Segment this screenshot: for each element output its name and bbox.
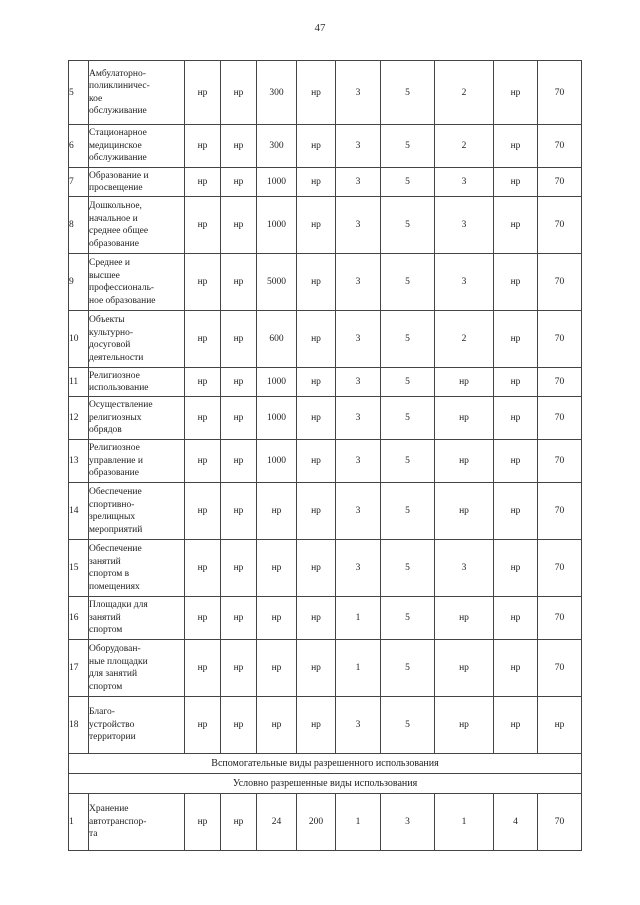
parameter-value: нр	[435, 597, 494, 640]
parameter-value: 3	[336, 697, 381, 754]
parameter-value: нр	[538, 697, 582, 754]
parameter-value: 3	[336, 168, 381, 197]
row-number: 10	[69, 311, 89, 368]
parameter-value: нр	[221, 794, 257, 851]
use-type-name	[89, 311, 185, 368]
use-type-name-line: Объекты	[89, 315, 125, 325]
parameter-value: нр	[494, 697, 538, 754]
use-type-name-line: спортом в	[89, 569, 130, 579]
use-type-name-line: устройство	[89, 719, 135, 730]
parameter-value: нр	[297, 197, 336, 254]
table-row	[69, 61, 582, 125]
parameter-value: нр	[494, 540, 538, 597]
parameter-value: 5	[381, 125, 435, 168]
parameter-value: нр	[221, 368, 257, 397]
parameter-value: нр	[185, 794, 221, 851]
parameter-value: 3	[336, 125, 381, 168]
parameter-value: 5	[381, 61, 435, 125]
parameter-value: нр	[494, 197, 538, 254]
use-type-name-line: для занятий	[89, 669, 138, 679]
parameter-value: нр	[185, 197, 221, 254]
parameter-value: нр	[185, 168, 221, 197]
use-type-name	[89, 397, 185, 440]
parameter-value: 5	[381, 440, 435, 483]
parameter-value: 3	[336, 311, 381, 368]
use-type-name-line: культурно-	[89, 327, 134, 338]
use-type-name-line: кое	[89, 93, 103, 104]
parameter-value: нр	[297, 311, 336, 368]
use-type-name-line: образование	[89, 468, 139, 479]
parameter-value: 3	[336, 368, 381, 397]
table-row	[69, 168, 582, 197]
parameter-value: нр	[435, 397, 494, 440]
use-type-name	[89, 440, 185, 483]
parameter-value: нр	[257, 697, 297, 754]
parameter-value: 1000	[257, 440, 297, 483]
parameter-value: нр	[221, 483, 257, 540]
use-type-name	[89, 794, 185, 851]
parameter-value: 2	[435, 125, 494, 168]
use-type-name-line: обрядов	[89, 425, 122, 436]
parameter-value: 70	[538, 640, 582, 697]
parameter-value: нр	[185, 697, 221, 754]
parameter-value: 300	[257, 125, 297, 168]
parameter-value: нр	[494, 440, 538, 483]
use-type-name-line: спортом	[89, 625, 123, 636]
parameter-value: 1	[435, 794, 494, 851]
use-type-name-line: Осуществление	[89, 400, 153, 411]
use-type-name-line: та	[89, 829, 98, 840]
table-row	[69, 697, 582, 754]
use-type-name-line: просвещение	[89, 183, 143, 193]
parameter-value: 70	[538, 540, 582, 597]
parameter-value: нр	[297, 254, 336, 311]
row-number: 13	[69, 440, 89, 483]
parameter-value: 3	[381, 794, 435, 851]
parameter-value: 24	[257, 794, 297, 851]
parameter-value: 2	[435, 311, 494, 368]
parameter-value: 3	[435, 254, 494, 311]
table-row	[69, 597, 582, 640]
use-type-name-line: религиозных	[89, 412, 142, 423]
use-type-name-line: Среднее и	[89, 258, 130, 268]
parameter-value: 70	[538, 61, 582, 125]
parameter-value: 1000	[257, 197, 297, 254]
row-number: 6	[69, 125, 89, 168]
use-type-name	[89, 640, 185, 697]
use-type-name-line: помещениях	[89, 581, 140, 592]
table-row	[69, 311, 582, 368]
parameter-value: нр	[435, 697, 494, 754]
use-type-name-line: Религиозное	[89, 443, 140, 454]
use-type-name-line: Амбулаторно-	[89, 68, 146, 79]
use-type-name-line: профессиональ-	[89, 283, 155, 293]
parameter-value: 70	[538, 311, 582, 368]
table-row	[69, 540, 582, 597]
use-type-name-line: использование	[89, 383, 149, 393]
parameter-value: нр	[494, 61, 538, 125]
auxiliary-uses-section-heading: Вспомогательные виды разрешенного использования	[69, 754, 582, 774]
parameter-value: 5	[381, 697, 435, 754]
use-type-name	[89, 168, 185, 197]
parameter-value: 1	[336, 597, 381, 640]
parameter-value: 70	[538, 368, 582, 397]
parameter-value: нр	[257, 483, 297, 540]
parameter-value: 3	[435, 540, 494, 597]
parameter-value: нр	[221, 440, 257, 483]
auxiliary-uses-section-row	[69, 754, 582, 774]
zoning-parameters-table	[68, 60, 582, 851]
parameter-value: 70	[538, 794, 582, 851]
use-type-name	[89, 61, 185, 125]
parameter-value: 5	[381, 397, 435, 440]
parameter-value: нр	[185, 597, 221, 640]
use-type-name-line: спортом	[89, 681, 123, 692]
table-row	[69, 483, 582, 540]
parameter-value: нр	[185, 254, 221, 311]
parameter-value: 3	[336, 197, 381, 254]
parameter-value: нр	[221, 597, 257, 640]
use-type-name-line: Религиозное	[89, 370, 140, 381]
parameter-value: нр	[435, 440, 494, 483]
use-type-name-line: зрелищных	[89, 512, 136, 522]
use-type-name-line: деятельности	[89, 352, 144, 363]
parameter-value: нр	[221, 197, 257, 254]
parameter-value: 4	[494, 794, 538, 851]
parameter-value: 300	[257, 61, 297, 125]
parameter-value: 3	[435, 168, 494, 197]
parameter-value: 3	[336, 440, 381, 483]
parameter-value: нр	[297, 483, 336, 540]
use-type-name-line: Обеспечение	[89, 487, 142, 497]
parameter-value: 600	[257, 311, 297, 368]
use-type-name-line: территории	[89, 732, 136, 743]
row-number: 7	[69, 168, 89, 197]
parameter-value: нр	[297, 368, 336, 397]
parameter-value: 5	[381, 368, 435, 397]
parameter-value: нр	[494, 254, 538, 311]
parameter-value: 3	[336, 61, 381, 125]
use-type-name-line: ные площадки	[89, 656, 148, 667]
parameter-value: нр	[221, 640, 257, 697]
parameter-value: нр	[185, 311, 221, 368]
parameter-value: нр	[221, 254, 257, 311]
parameter-value: 1000	[257, 397, 297, 440]
use-type-name-line: Дошкольное,	[89, 201, 142, 211]
parameter-value: нр	[185, 61, 221, 125]
use-type-name-line: Обеспечение	[89, 544, 142, 554]
use-type-name	[89, 254, 185, 311]
parameter-value: 5	[381, 483, 435, 540]
parameter-value: нр	[297, 640, 336, 697]
page-number: 47	[314, 22, 326, 34]
parameter-value: нр	[185, 368, 221, 397]
parameter-value: 3	[336, 483, 381, 540]
table-row	[69, 368, 582, 397]
use-type-name	[89, 597, 185, 640]
row-number: 11	[69, 368, 89, 397]
parameter-value: нр	[494, 311, 538, 368]
parameter-value: 5	[381, 540, 435, 597]
row-number: 8	[69, 197, 89, 254]
parameter-value: 1	[336, 794, 381, 851]
table-row	[69, 197, 582, 254]
table-row	[69, 440, 582, 483]
use-type-name-line: образование	[89, 238, 139, 249]
parameter-value: нр	[494, 483, 538, 540]
parameter-value: нр	[297, 697, 336, 754]
parameter-value: 5	[381, 168, 435, 197]
parameter-value: 1	[336, 640, 381, 697]
parameter-value: 5	[381, 197, 435, 254]
parameter-value: 5000	[257, 254, 297, 311]
parameter-value: 70	[538, 440, 582, 483]
parameter-value: 3	[336, 397, 381, 440]
use-type-name-line: Площадки для	[89, 600, 148, 611]
table-row	[69, 640, 582, 697]
parameter-value: 70	[538, 397, 582, 440]
parameter-value: нр	[221, 397, 257, 440]
use-type-name	[89, 368, 185, 397]
use-type-name-line: ное образование	[89, 295, 156, 306]
parameter-value: нр	[257, 640, 297, 697]
parameter-value: 1000	[257, 168, 297, 197]
parameter-value: 70	[538, 197, 582, 254]
use-type-name-line: начальное и	[89, 213, 138, 224]
use-type-name-line: досуговой	[89, 340, 131, 350]
use-type-name	[89, 697, 185, 754]
row-number: 18	[69, 697, 89, 754]
parameter-value: нр	[297, 168, 336, 197]
use-type-name-line: спортивно-	[89, 499, 135, 510]
parameter-value: нр	[185, 540, 221, 597]
use-type-name-line: высшее	[89, 270, 120, 281]
parameter-value: нр	[297, 440, 336, 483]
row-number: 9	[69, 254, 89, 311]
table-row	[69, 794, 582, 851]
row-number: 15	[69, 540, 89, 597]
parameter-value: 3	[435, 197, 494, 254]
use-type-name-line: обслуживание	[89, 106, 147, 116]
use-type-name-line: медицинское	[89, 140, 142, 151]
use-type-name-line: Хранение	[89, 804, 129, 815]
use-type-name-line: Оборудован-	[89, 644, 141, 654]
parameter-value: нр	[185, 397, 221, 440]
parameter-value: нр	[297, 597, 336, 640]
use-type-name-line: мероприятий	[89, 524, 143, 535]
use-type-name-line: автотранспор-	[89, 816, 147, 827]
parameter-value: нр	[221, 168, 257, 197]
use-type-name-line: Благо-	[89, 707, 115, 718]
use-type-name-line: обслуживание	[89, 153, 147, 164]
parameter-value: 5	[381, 597, 435, 640]
conditional-uses-section-row	[69, 774, 582, 794]
conditional-uses-section-heading: Условно разрешенные виды использования	[69, 774, 582, 794]
parameter-value: 2	[435, 61, 494, 125]
use-type-name-line: среднее общее	[89, 226, 149, 236]
parameter-value: нр	[494, 397, 538, 440]
parameter-value: нр	[494, 640, 538, 697]
parameter-value: нр	[435, 368, 494, 397]
row-number: 17	[69, 640, 89, 697]
use-type-name-line: Стационарное	[89, 128, 147, 139]
parameter-value: нр	[221, 311, 257, 368]
parameter-value: 70	[538, 597, 582, 640]
parameter-value: 1000	[257, 368, 297, 397]
use-type-name-line: поликлиничес-	[89, 81, 150, 91]
parameter-value: нр	[297, 125, 336, 168]
table-row	[69, 254, 582, 311]
use-type-name	[89, 197, 185, 254]
parameter-value: нр	[494, 368, 538, 397]
parameter-value: 5	[381, 311, 435, 368]
use-type-name-line: Образование и	[89, 170, 149, 181]
use-type-name-line: управление и	[89, 455, 143, 466]
use-type-name	[89, 540, 185, 597]
parameter-value: нр	[185, 440, 221, 483]
parameter-value: нр	[221, 697, 257, 754]
parameter-value: нр	[494, 168, 538, 197]
parameter-value: нр	[221, 125, 257, 168]
parameter-value: 70	[538, 254, 582, 311]
parameter-value: 5	[381, 640, 435, 697]
parameter-value: нр	[494, 597, 538, 640]
table-row	[69, 397, 582, 440]
parameter-value: нр	[221, 61, 257, 125]
parameter-value: 70	[538, 125, 582, 168]
row-number: 5	[69, 61, 89, 125]
row-number: 1	[69, 794, 89, 851]
parameter-value: нр	[297, 61, 336, 125]
parameter-value: нр	[494, 125, 538, 168]
parameter-value: нр	[297, 540, 336, 597]
parameter-value: нр	[185, 483, 221, 540]
use-type-name-line: занятий	[89, 556, 121, 567]
use-type-name	[89, 483, 185, 540]
parameter-value: нр	[185, 640, 221, 697]
parameter-value: нр	[257, 540, 297, 597]
table-row	[69, 125, 582, 168]
parameter-value: 200	[297, 794, 336, 851]
row-number: 14	[69, 483, 89, 540]
parameter-value: 70	[538, 483, 582, 540]
parameter-value: нр	[185, 125, 221, 168]
parameter-value: 5	[381, 254, 435, 311]
parameter-value: 3	[336, 254, 381, 311]
parameter-value: нр	[435, 640, 494, 697]
use-type-name-line: занятий	[89, 612, 121, 623]
use-type-name	[89, 125, 185, 168]
parameter-value: 70	[538, 168, 582, 197]
parameter-value: нр	[221, 540, 257, 597]
parameter-value: 3	[336, 540, 381, 597]
row-number: 16	[69, 597, 89, 640]
parameter-value: нр	[257, 597, 297, 640]
parameter-value: нр	[297, 397, 336, 440]
row-number: 12	[69, 397, 89, 440]
parameter-value: нр	[435, 483, 494, 540]
